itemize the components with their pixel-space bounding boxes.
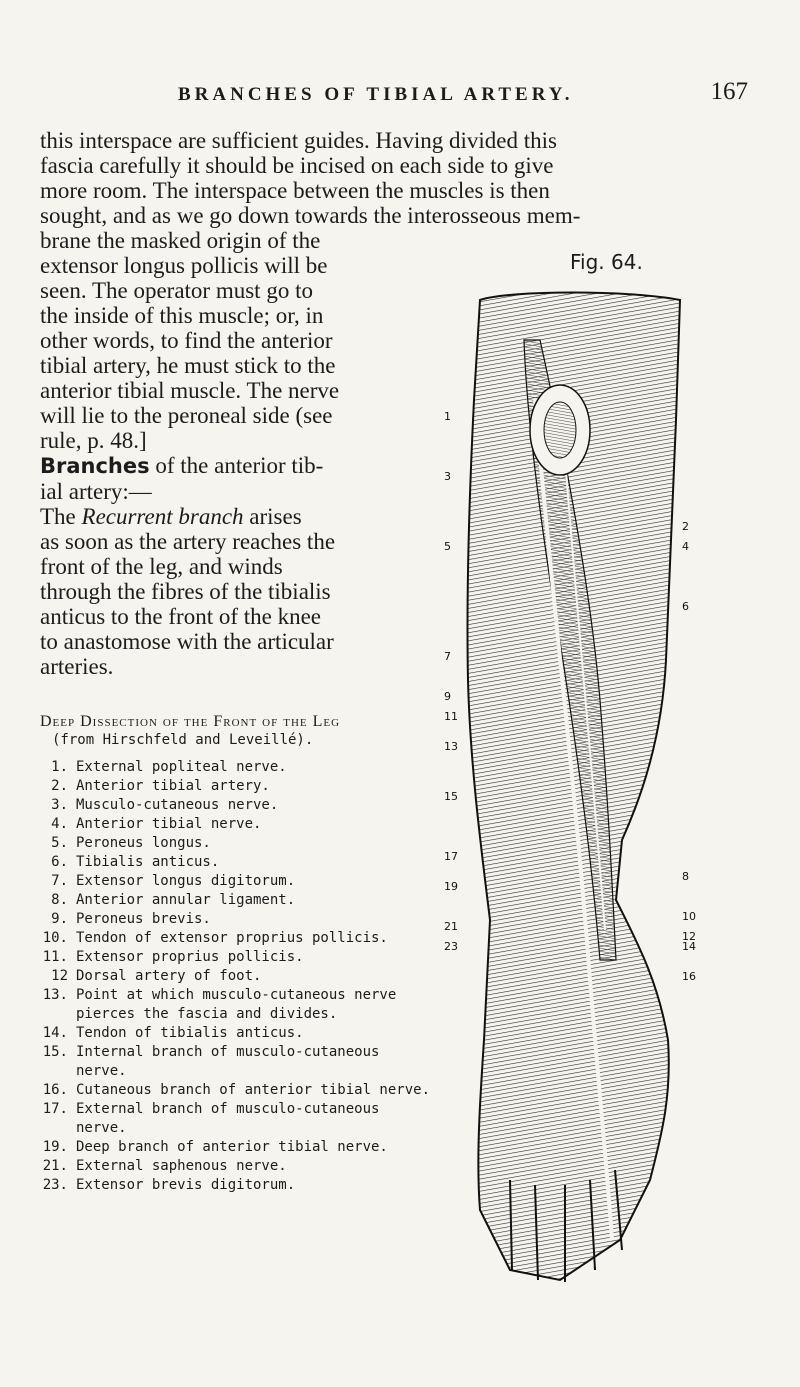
legend-number: 16. [42,1082,68,1098]
figure-number-right: 12 [682,930,696,943]
figure-number-left: 7 [444,650,451,663]
legend-number: 9. [51,911,68,927]
text-span: arises [243,504,302,529]
figure-number-right: 6 [682,600,689,613]
legend-text: Tibialis anticus. [76,854,220,870]
legend-text: Anterior tibial nerve. [76,816,262,832]
text-line: seen. The operator must go to [40,278,313,303]
italic-term: Recurrent branch [81,504,244,529]
figure-number-left: 23 [444,940,458,953]
caption-title: Deep Dissection of the Front of the Leg [40,713,341,730]
legend-number: 14. [42,1025,68,1041]
text-line: other words, to find the anterior [40,328,333,353]
legend-text: Peroneus brevis. [76,911,211,927]
figure-number-left: 1 [444,410,451,423]
text-line: this interspace are sufficient guides. Having divided this [40,128,557,153]
figure-label: Fig. 64. [570,250,643,274]
legend-item [40,986,430,1024]
caption-source: (from Hirschfeld and Leveillé). [52,732,314,748]
text-span: The [40,504,82,529]
figure-number-left: 19 [444,880,458,893]
legend-item [40,1157,430,1176]
figure-number-left: 21 [444,920,458,933]
legend-item [40,872,430,891]
figure-number-left: 13 [444,740,458,753]
legend-number: 19. [42,1139,68,1155]
legend-item [40,948,430,967]
legend-item [40,758,430,777]
legend-item [40,1043,430,1081]
text-line: through the fibres of the tibialis [40,579,331,604]
legend-number: 3. [51,797,68,813]
legend-text: Tendon of tibialis anticus. [76,1025,304,1041]
figure-number-right: 14 [682,940,696,953]
legend-text: External branch of musculo-cutaneous nerve. [76,1101,380,1136]
legend-text: External popliteal nerve. [76,759,287,775]
legend-item [40,815,430,834]
text-line: anticus to the front of the knee [40,604,322,629]
legend-item [40,834,430,853]
body-text-full [40,128,766,228]
figure-legend [40,758,430,1195]
body-text-narrow [40,228,440,679]
legend-number: 17. [42,1101,68,1117]
legend-number: 4. [51,816,68,832]
legend-text: Anterior tibial artery. [76,778,270,794]
figure-number-left: 17 [444,850,458,863]
legend-text: Internal branch of musculo-cutaneous nerve. [76,1044,380,1079]
text-line: tibial artery, he must stick to the [40,353,336,378]
legend-text: Point at which musculo-cutaneous nerve pierces the fascia and divides. [76,987,397,1022]
legend-number: 13. [42,987,68,1003]
figure-number-left: 9 [444,690,451,703]
legend-text: Musculo-cutaneous nerve. [76,797,279,813]
text-line: rule, p. 48.] [40,428,147,453]
legend-text: Extensor proprius pollicis. [76,949,304,965]
legend-item [40,1176,430,1195]
text-line: the inside of this muscle; or, in [40,303,324,328]
legend-text: Tendon of extensor proprius pollicis. [76,930,388,946]
legend-number: 12 [51,968,68,984]
text-line: will lie to the peroneal side (see [40,403,333,428]
legend-text: Deep branch of anterior tibial nerve. [76,1139,388,1155]
figure-number-left: 5 [444,540,451,553]
text-line: extensor longus pollicis will be [40,253,328,278]
legend-number: 15. [42,1044,68,1060]
leg-dissection-illustration [440,280,700,1330]
figure-caption [40,712,430,1209]
legend-text: Peroneus longus. [76,835,211,851]
legend-item [40,1024,430,1043]
legend-number: 5. [51,835,68,851]
legend-number: 8. [51,892,68,908]
legend-item [40,1100,430,1138]
text-line: ial artery:— [40,479,152,504]
branches-line [40,453,440,479]
recurrent-line [40,504,440,529]
figure-number-left: 11 [444,710,458,723]
text-span: of the anterior tib- [149,453,324,478]
legend-number: 2. [51,778,68,794]
text-line: more room. The interspace between the muscles is then [40,178,550,203]
figure-number-left: 15 [444,790,458,803]
page-number: 167 [710,78,748,105]
legend-number: 1. [51,759,68,775]
figure-number-right: 4 [682,540,689,553]
figure-number-right: 2 [682,520,689,533]
legend-text: Cutaneous branch of anterior tibial nerve. [76,1082,431,1098]
legend-text: External saphenous nerve. [76,1158,287,1174]
section-heading: Branches [40,454,150,478]
text-line: brane the masked origin of the [40,228,321,253]
legend-item [40,853,430,872]
figure-number-right: 10 [682,910,696,923]
figure-number-right: 16 [682,970,696,983]
text-line: sought, and as we go down towards the interosseous mem- [40,203,581,228]
text-line: to anastomose with the articular [40,629,334,654]
legend-text: Anterior annular ligament. [76,892,296,908]
text-line: front of the leg, and winds [40,554,283,579]
legend-item [40,929,430,948]
legend-item [40,777,430,796]
page-header [40,78,748,114]
legend-text: Dorsal artery of foot. [76,968,262,984]
legend-item [40,967,430,986]
legend-item [40,910,430,929]
legend-number: 6. [51,854,68,870]
legend-number: 7. [51,873,68,889]
text-line: anterior tibial muscle. The nerve [40,378,340,403]
legend-item [40,1081,430,1100]
legend-item [40,796,430,815]
figure-number-left: 3 [444,470,451,483]
legend-number: 10. [42,930,68,946]
legend-text: Extensor brevis digitorum. [76,1177,296,1193]
legend-number: 21. [42,1158,68,1174]
running-title: BRANCHES OF TIBIAL ARTERY. [178,84,574,105]
text-line: arteries. [40,654,114,679]
legend-item [40,891,430,910]
legend-text: Extensor longus digitorum. [76,873,296,889]
text-line: as soon as the artery reaches the [40,529,336,554]
figure-number-right: 8 [682,870,689,883]
legend-item [40,1138,430,1157]
legend-number: 11. [42,949,68,965]
text-line: fascia carefully it should be incised on each side to give [40,153,554,178]
legend-number: 23. [42,1177,68,1193]
